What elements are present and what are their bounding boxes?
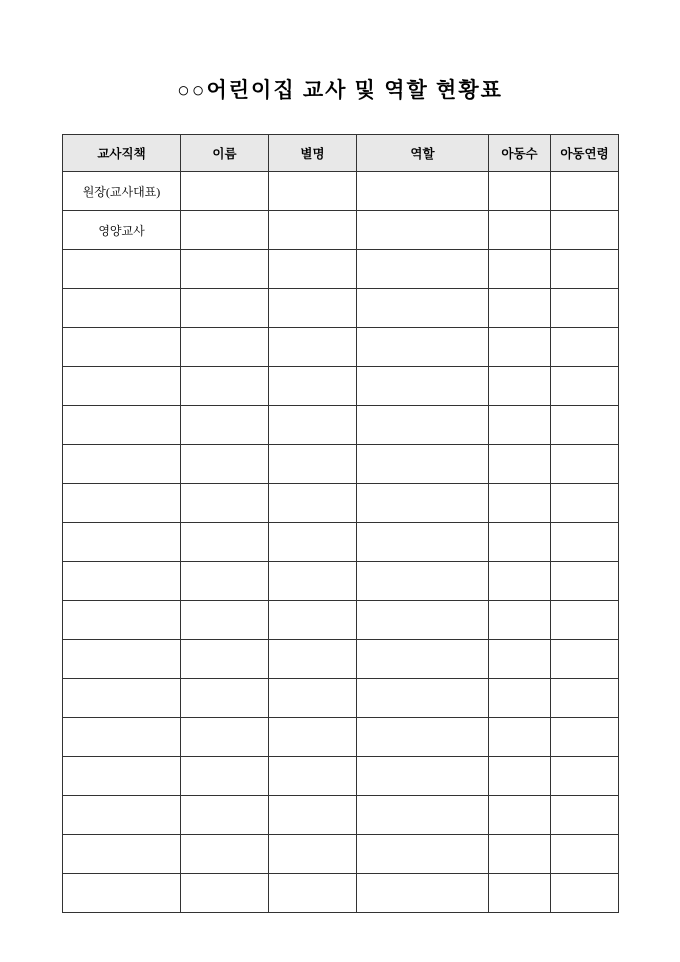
- cell-name[interactable]: [181, 718, 269, 757]
- cell-position[interactable]: [63, 367, 181, 406]
- cell-name[interactable]: [181, 835, 269, 874]
- cell-position[interactable]: [63, 562, 181, 601]
- teacher-role-table-container: [62, 134, 618, 913]
- cell-name[interactable]: [181, 367, 269, 406]
- table-header: [63, 135, 619, 172]
- cell-name[interactable]: [181, 328, 269, 367]
- cell-role[interactable]: [357, 796, 489, 835]
- cell-child-count[interactable]: [489, 289, 551, 328]
- cell-child-age[interactable]: [551, 874, 619, 913]
- table-row: [63, 640, 619, 679]
- cell-position[interactable]: [63, 406, 181, 445]
- cell-role[interactable]: [357, 757, 489, 796]
- cell-child-count[interactable]: [489, 367, 551, 406]
- cell-nickname[interactable]: [269, 484, 357, 523]
- cell-position[interactable]: [63, 289, 181, 328]
- cell-role[interactable]: [357, 289, 489, 328]
- cell-position[interactable]: 원장(교사대표): [63, 172, 181, 211]
- cell-child-age[interactable]: [551, 640, 619, 679]
- table-row: [63, 211, 619, 250]
- cell-child-count[interactable]: [489, 172, 551, 211]
- cell-child-age[interactable]: [551, 601, 619, 640]
- page-title: ○○어린이집 교사 및 역할 현황표: [177, 78, 503, 102]
- cell-position[interactable]: [63, 679, 181, 718]
- table-row: [63, 406, 619, 445]
- cell-role[interactable]: [357, 328, 489, 367]
- cell-child-age[interactable]: [551, 211, 619, 250]
- cell-child-age[interactable]: [551, 757, 619, 796]
- cell-child-age[interactable]: [551, 172, 619, 211]
- cell-child-count[interactable]: [489, 874, 551, 913]
- cell-child-age[interactable]: [551, 835, 619, 874]
- cell-role[interactable]: [357, 523, 489, 562]
- cell-child-age[interactable]: [551, 250, 619, 289]
- table-row: [63, 250, 619, 289]
- cell-name[interactable]: [181, 445, 269, 484]
- cell-position[interactable]: [63, 874, 181, 913]
- cell-position[interactable]: [63, 484, 181, 523]
- cell-role[interactable]: [357, 484, 489, 523]
- cell-nickname[interactable]: [269, 874, 357, 913]
- table-row: [63, 445, 619, 484]
- table-row: [63, 367, 619, 406]
- cell-nickname[interactable]: [269, 601, 357, 640]
- column-header-child-count: 아동수: [489, 135, 551, 172]
- cell-child-count[interactable]: [489, 835, 551, 874]
- table-row: [63, 562, 619, 601]
- cell-role[interactable]: [357, 718, 489, 757]
- cell-name[interactable]: [181, 406, 269, 445]
- table-row: [63, 874, 619, 913]
- cell-nickname[interactable]: [269, 406, 357, 445]
- cell-nickname[interactable]: [269, 328, 357, 367]
- cell-name[interactable]: [181, 601, 269, 640]
- cell-name[interactable]: [181, 874, 269, 913]
- cell-child-count[interactable]: [489, 328, 551, 367]
- cell-child-age[interactable]: [551, 484, 619, 523]
- cell-position[interactable]: [63, 718, 181, 757]
- cell-child-count[interactable]: [489, 757, 551, 796]
- table-row: [63, 601, 619, 640]
- cell-child-count[interactable]: [489, 250, 551, 289]
- cell-position[interactable]: [63, 445, 181, 484]
- cell-role[interactable]: [357, 562, 489, 601]
- cell-name[interactable]: [181, 523, 269, 562]
- table-row: [63, 835, 619, 874]
- table-body: [63, 172, 619, 913]
- teacher-role-table: [62, 134, 619, 913]
- cell-child-age[interactable]: [551, 562, 619, 601]
- cell-child-age[interactable]: [551, 679, 619, 718]
- cell-nickname[interactable]: [269, 835, 357, 874]
- cell-child-count[interactable]: [489, 211, 551, 250]
- cell-nickname[interactable]: [269, 679, 357, 718]
- cell-child-count[interactable]: [489, 601, 551, 640]
- cell-child-count[interactable]: [489, 484, 551, 523]
- cell-name[interactable]: [181, 172, 269, 211]
- cell-role[interactable]: [357, 445, 489, 484]
- cell-name[interactable]: [181, 562, 269, 601]
- cell-child-age[interactable]: [551, 406, 619, 445]
- column-header-name: 이름: [181, 135, 269, 172]
- cell-role[interactable]: [357, 250, 489, 289]
- cell-nickname[interactable]: [269, 562, 357, 601]
- cell-child-count[interactable]: [489, 523, 551, 562]
- table-header-row: [63, 135, 619, 172]
- cell-name[interactable]: [181, 484, 269, 523]
- cell-nickname[interactable]: [269, 445, 357, 484]
- cell-position[interactable]: [63, 523, 181, 562]
- cell-nickname[interactable]: [269, 796, 357, 835]
- table-row: [63, 679, 619, 718]
- cell-nickname[interactable]: [269, 211, 357, 250]
- table-row: [63, 289, 619, 328]
- cell-name[interactable]: [181, 796, 269, 835]
- cell-child-count[interactable]: [489, 679, 551, 718]
- cell-nickname[interactable]: [269, 757, 357, 796]
- cell-child-age[interactable]: [551, 796, 619, 835]
- cell-nickname[interactable]: [269, 250, 357, 289]
- column-header-child-age: 아동연령: [551, 135, 619, 172]
- cell-role[interactable]: [357, 406, 489, 445]
- cell-child-count[interactable]: [489, 640, 551, 679]
- cell-child-age[interactable]: [551, 367, 619, 406]
- table-row: [63, 796, 619, 835]
- cell-child-count[interactable]: [489, 796, 551, 835]
- column-header-nickname: 별명: [269, 135, 357, 172]
- cell-position[interactable]: [63, 601, 181, 640]
- cell-role[interactable]: [357, 601, 489, 640]
- cell-child-age[interactable]: [551, 445, 619, 484]
- cell-name[interactable]: [181, 289, 269, 328]
- column-header-position: 교사직책: [63, 135, 181, 172]
- cell-position[interactable]: [63, 250, 181, 289]
- cell-name[interactable]: [181, 679, 269, 718]
- table-row: [63, 757, 619, 796]
- table-row: [63, 328, 619, 367]
- cell-role[interactable]: [357, 211, 489, 250]
- cell-role[interactable]: [357, 874, 489, 913]
- cell-name[interactable]: [181, 211, 269, 250]
- cell-name[interactable]: [181, 757, 269, 796]
- table-row: [63, 484, 619, 523]
- cell-role[interactable]: [357, 835, 489, 874]
- cell-role[interactable]: [357, 640, 489, 679]
- cell-child-count[interactable]: [489, 718, 551, 757]
- table-row: [63, 523, 619, 562]
- cell-role[interactable]: [357, 679, 489, 718]
- cell-child-age[interactable]: [551, 328, 619, 367]
- cell-nickname[interactable]: [269, 367, 357, 406]
- cell-position[interactable]: [63, 640, 181, 679]
- cell-child-age[interactable]: [551, 289, 619, 328]
- cell-role[interactable]: [357, 367, 489, 406]
- cell-name[interactable]: [181, 640, 269, 679]
- cell-nickname[interactable]: [269, 640, 357, 679]
- cell-position[interactable]: [63, 757, 181, 796]
- table-row: [63, 718, 619, 757]
- cell-position[interactable]: [63, 835, 181, 874]
- cell-nickname[interactable]: [269, 172, 357, 211]
- cell-child-age[interactable]: [551, 718, 619, 757]
- cell-position[interactable]: [63, 328, 181, 367]
- column-header-role: 역할: [357, 135, 489, 172]
- cell-child-count[interactable]: [489, 406, 551, 445]
- cell-child-age[interactable]: [551, 523, 619, 562]
- cell-nickname[interactable]: [269, 289, 357, 328]
- cell-role[interactable]: [357, 172, 489, 211]
- table-row: [63, 172, 619, 211]
- cell-nickname[interactable]: [269, 718, 357, 757]
- cell-position[interactable]: 영양교사: [63, 211, 181, 250]
- cell-child-count[interactable]: [489, 445, 551, 484]
- cell-position[interactable]: [63, 796, 181, 835]
- cell-nickname[interactable]: [269, 523, 357, 562]
- cell-child-count[interactable]: [489, 562, 551, 601]
- cell-name[interactable]: [181, 250, 269, 289]
